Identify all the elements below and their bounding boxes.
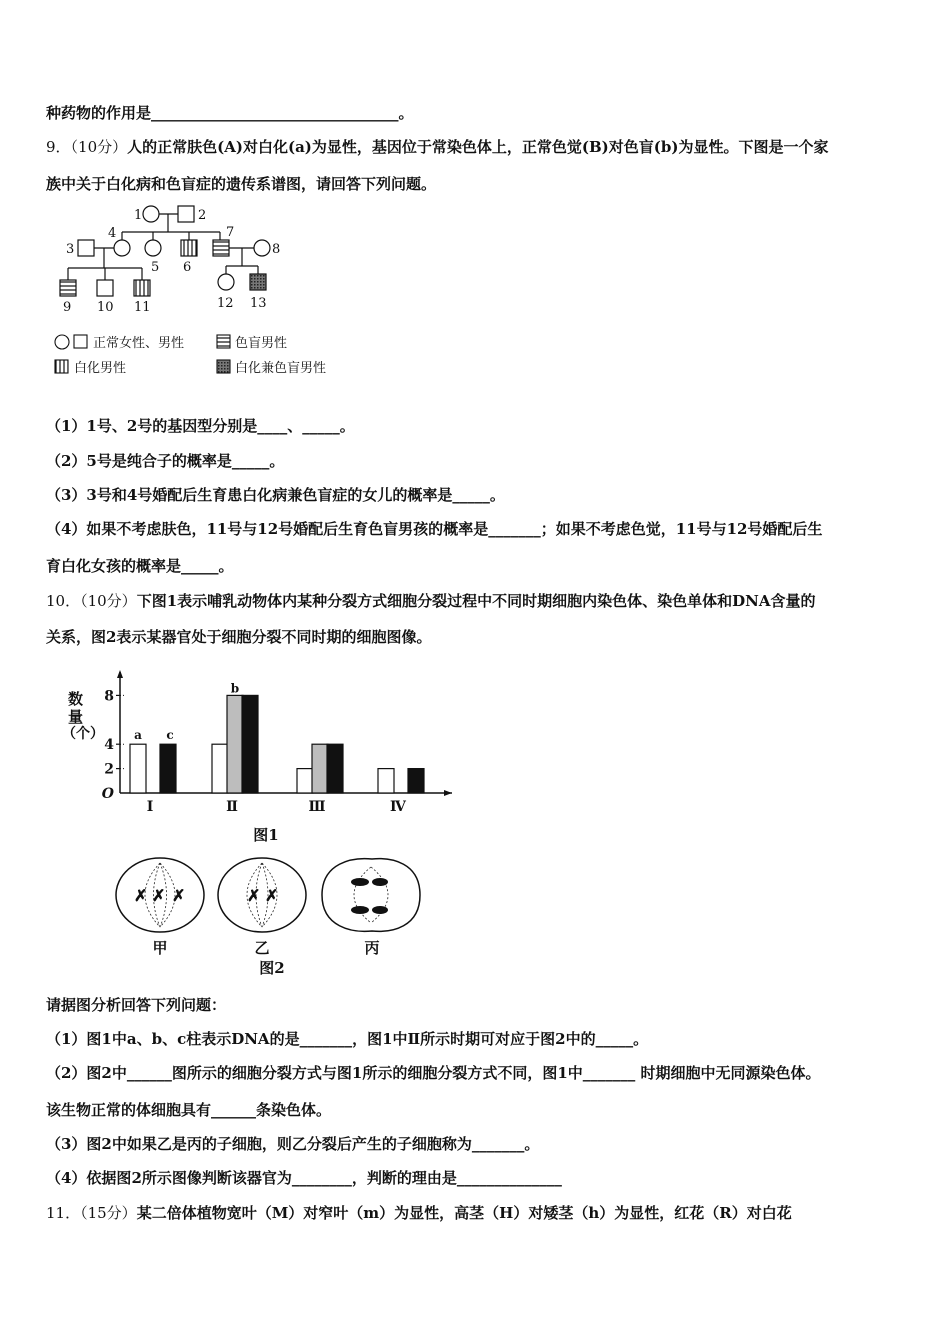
bar-a-4 [378,769,394,793]
q9-sub1: （1）1号、2号的基因型分别是____、_____。 [46,417,355,435]
pedigree-ind-7 [213,240,229,256]
chart-xtick-label-1: Ⅰ [146,799,154,815]
cell-bing-chromosome-2 [372,878,388,886]
legend-male-symbol [74,335,87,348]
chart-xtick-label-3: Ⅲ [308,799,326,815]
pedigree-num-1: 1 [134,208,143,223]
cell-jia-chromosome-2: ✗ [152,886,166,905]
cell-label-jia: 甲 [152,939,168,957]
legend-albino-label: 白化男性 [74,361,127,376]
series-label-b: b [230,681,240,696]
pedigree-ind-11 [134,280,150,296]
chart-ylabel-3: （个） [62,726,104,742]
cell-label-bing: 丙 [364,939,380,957]
q10-intro: 请据图分析回答下列问题： [46,996,227,1014]
q10-sub4: （4）依据图2所示图像判断该器官为________，判断的理由是______________ [46,1169,562,1187]
q10-stem-line1: 10．（10分）下图1表示哺乳动物体内某种分裂方式细胞分裂过程中不同时期细胞内染色体、染色单体和DNA含量的 [46,592,816,610]
pedigree-ind-13 [250,274,266,290]
legend-colorblind-label: 色盲男性 [235,336,288,351]
figure-1-chart [60,668,460,848]
legend-both-symbol [217,360,230,373]
q10-sub1: （1）图1中a、b、c柱表示DNA的是_______，图1中Ⅱ所示时期可对应于图2中的_____。 [46,1030,649,1048]
cell-yi-chromosome-2: ✗ [265,886,279,905]
legend-albino-symbol [55,360,68,373]
legend-female-symbol [55,335,69,349]
pedigree-num-7: 7 [226,225,235,240]
figure-2-svg [112,855,432,980]
pedigree-ind-5 [145,240,161,256]
q10-sub3: （3）图2中如果乙是丙的子细胞，则乙分裂后产生的子细胞称为_______。 [46,1135,540,1153]
legend-colorblind-symbol [217,335,230,348]
series-label-c: c [166,728,174,743]
figure-1-svg [60,668,460,848]
q10-sub2-line2: 该生物正常的体细胞具有______条染色体。 [46,1101,332,1119]
pedigree-num-3: 3 [66,242,75,257]
q9-sub3: （3）3号和4号婚配后生育患白化病兼色盲症的女儿的概率是_____。 [46,486,505,504]
legend-normal-label: 正常女性、男性 [93,336,185,351]
pedigree-num-2: 2 [198,208,207,223]
cell-yi-chromosome-1: ✗ [247,886,261,905]
pedigree-num-6: 6 [183,260,192,275]
pedigree-num-4: 4 [108,226,117,241]
pedigree-num-10: 10 [97,300,114,315]
pedigree-chart [50,200,370,385]
q9-sub2: （2）5号是纯合子的概率是_____。 [46,452,285,470]
cell-label-yi: 乙 [254,939,270,957]
bar-b-3 [312,744,328,793]
chart-title: 图1 [253,826,279,844]
pedigree-ind-8 [254,240,270,256]
chart-xtick-label-2: Ⅱ [226,799,238,815]
chart-ylabel-2: 量 [68,708,84,726]
bar-c-3 [327,744,343,793]
q10-sub2-line1: （2）图2中______图所示的细胞分裂方式与图1所示的细胞分裂方式不同，图1中_______ 时期细胞中无同源染色体。 [46,1064,821,1082]
chart-xtick-label-4: Ⅳ [390,799,406,815]
cell-jia-chromosome-1: ✗ [134,886,148,905]
pedigree-ind-9 [60,280,76,296]
chart-ytick-label-4: 4 [104,737,114,754]
figure-2-title: 图2 [259,959,285,977]
q9-sub4-line1: （4）如果不考虑肤色，11号与12号婚配后生育色盲男孩的概率是_______；如果不考虑色觉，11号与12号婚配后生 [46,520,823,538]
pedigree-ind-3 [78,240,94,256]
pedigree-ind-10 [97,280,113,296]
pedigree-ind-6 [181,240,197,256]
q10-stem-line2: 关系，图2表示某器官处于细胞分裂不同时期的细胞图像。 [46,628,432,646]
pedigree-ind-2 [178,206,194,222]
pedigree-num-5: 5 [151,260,160,275]
series-label-a: a [134,728,142,743]
chart-ytick-label-0: O [101,786,114,802]
bar-b-2 [227,695,243,793]
q9-stem-line1: 9．（10分）人的正常肤色(A)对白化(a)为显性，基因位于常染色体上，正常色觉(B)对色盲(b)为显性。下图是一个家 [46,138,829,156]
bar-c-1 [160,744,176,793]
chart-x-arrow [444,790,452,796]
pedigree-ind-12 [218,274,234,290]
bar-a-3 [297,769,313,793]
pedigree-ind-4 [114,240,130,256]
q9-sub4-line2: 育白化女孩的概率是_____。 [46,557,234,575]
q8-tail-line: 种药物的作用是_________________________________。 [46,104,414,122]
cell-jia-chromosome-3: ✗ [172,886,186,905]
bar-c-2 [242,695,258,793]
cell-yi-membrane [218,858,306,932]
chart-ylabel-1: 数 [68,690,84,708]
figure-2 [112,855,432,980]
pedigree-svg [50,200,370,385]
bar-c-4 [408,769,424,793]
pedigree-num-12: 12 [217,296,234,311]
cell-bing-chromosome-4 [372,906,388,914]
bar-a-1 [130,744,146,793]
chart-ytick-label-8: 8 [104,688,114,705]
cell-bing-chromosome-3 [351,906,369,914]
pedigree-num-13: 13 [250,296,267,311]
pedigree-ind-1 [143,206,159,222]
legend-both-label: 白化兼色盲男性 [235,361,327,376]
q9-stem-line2: 族中关于白化病和色盲症的遗传系谱图，请回答下列问题。 [46,175,437,193]
bar-a-2 [212,744,228,793]
pedigree-num-9: 9 [63,300,72,315]
q11-stem: 11．（15分）某二倍体植物宽叶（M）对窄叶（m）为显性，高茎（H）对矮茎（h）为显性，红花（R）对白花 [46,1204,792,1222]
cell-bing-chromosome-1 [351,878,369,886]
pedigree-num-11: 11 [134,300,151,315]
chart-y-arrow [117,670,123,678]
cell-bing-membrane [322,859,420,932]
chart-ytick-label-2: 2 [104,761,114,778]
pedigree-num-8: 8 [272,242,281,257]
